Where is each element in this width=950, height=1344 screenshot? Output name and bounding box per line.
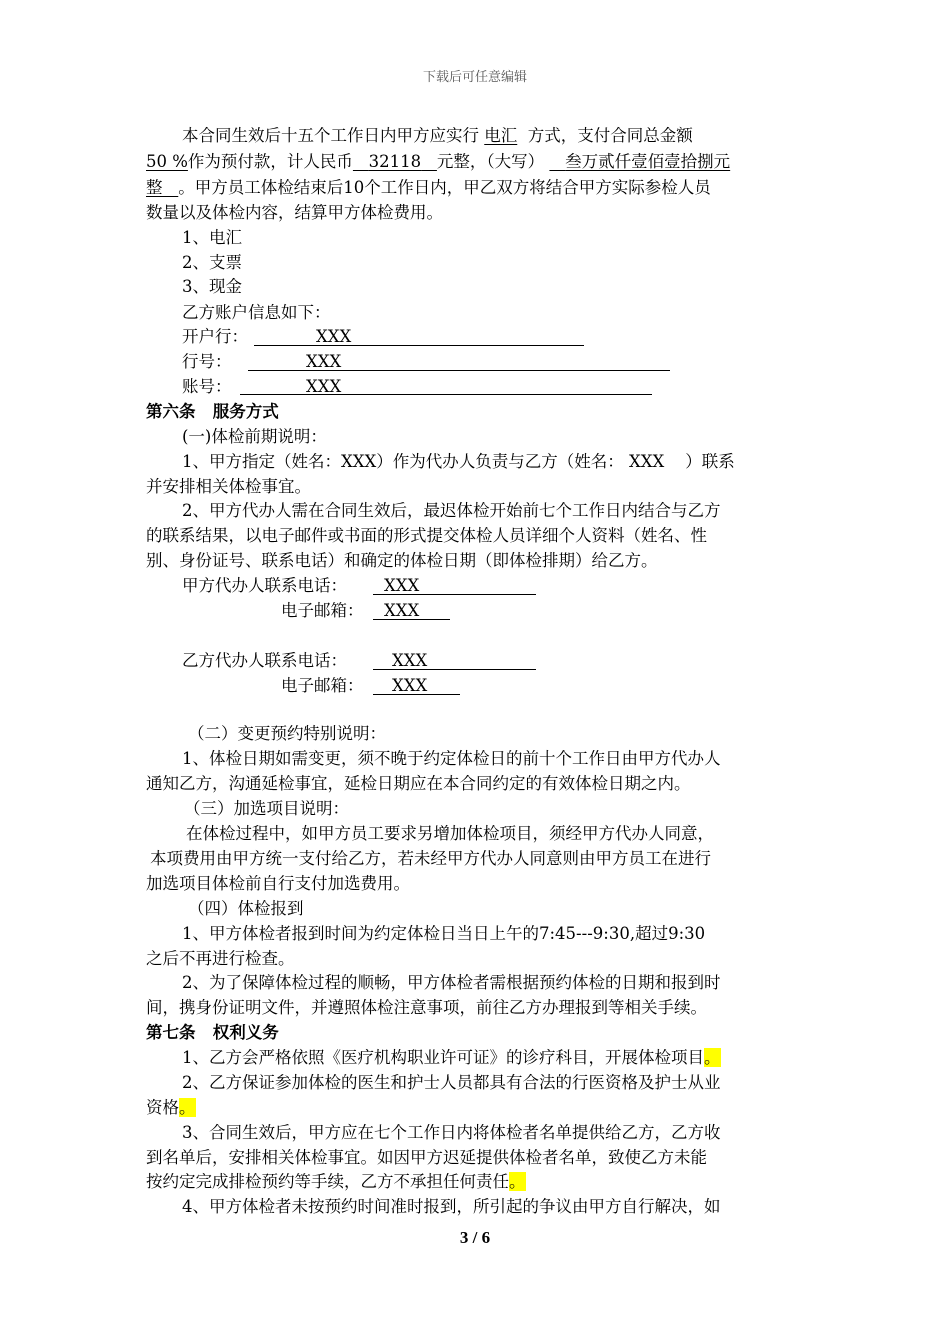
- s2-line-2: 通知乙方，沟通延检事宜，延检日期应在本合同约定的有效体检日期之内。: [146, 774, 691, 793]
- party-b-email-underline: [373, 694, 460, 695]
- highlight-mark: 。: [179, 1098, 196, 1117]
- text: 方式，支付合同总金额: [527, 126, 693, 145]
- text: 按约定完成排检预约等手续，乙方不承担任何责任: [146, 1172, 509, 1191]
- page-header: 下载后可任意编辑: [422, 70, 527, 85]
- a7-p3-line-2: 到名单后，安排相关体检事宜。如因甲方迟延提供体检者名单，致使乙方未能: [146, 1148, 707, 1167]
- bank-code-label: 行号：: [182, 352, 232, 371]
- bank-value: XXX: [316, 327, 352, 346]
- account-number-label: 账号：: [182, 377, 232, 396]
- amount: 32118: [368, 152, 422, 171]
- page-number: 3 / 6: [459, 1228, 491, 1247]
- text: 。甲方员工体检结束后10个工作日内，甲乙双方将结合甲方实际参检人员: [178, 178, 711, 197]
- prepay-percent: 50 %: [146, 152, 188, 171]
- amount-field: [353, 152, 437, 171]
- a7-p2-line-1: 2、乙方保证参加体检的医生和护士人员都具有合法的行医资格及护士从业: [182, 1073, 721, 1092]
- party-a-email-underline: [373, 619, 450, 620]
- pay-option-2: 2、支票: [182, 253, 242, 272]
- text: 1、甲方指定（姓名：XXX）作为代办人负责与乙方（姓名：: [182, 452, 624, 471]
- s1-p1-line-1: [182, 452, 735, 472]
- s4-p1-line-2: 之后不再进行检查。: [146, 949, 295, 968]
- s1-p2-line-2: 的联系结果，以电子邮件或书面的形式提交体检人员详细个人资料（姓名、性: [146, 526, 707, 545]
- account-intro: 乙方账户信息如下：: [182, 303, 331, 322]
- bank-code-value: XXX: [306, 352, 342, 371]
- text: 1、乙方会严格依照《医疗机构职业许可证》的诊疗科目，开展体检项目: [182, 1048, 704, 1067]
- a7-p2-line-2: [146, 1098, 196, 1118]
- s3-line-2: 本项费用由甲方统一支付给乙方，若未经甲方代办人同意则由甲方员工在进行: [150, 849, 711, 868]
- highlight-mark: 。: [509, 1172, 526, 1191]
- contact-name: XXX: [629, 452, 665, 471]
- s2-line-1: 1、体检日期如需变更，须不晚于约定体检日的前十个工作日由甲方代办人: [182, 749, 721, 768]
- a7-p1-line-1: [182, 1048, 721, 1068]
- a7-p3-line-3: [146, 1172, 526, 1192]
- party-a-email-label: 电子邮箱：: [281, 601, 364, 620]
- s1-p1-line-2: 并安排相关体检事宜。: [146, 477, 311, 496]
- party-b-phone-underline: [373, 669, 536, 670]
- text: 资格: [146, 1098, 179, 1117]
- highlight-mark: 。: [704, 1048, 721, 1067]
- account-number-value: XXX: [306, 377, 342, 396]
- amount-upper-2: 整: [146, 178, 163, 197]
- section-3-title: （三）加选项目说明：: [184, 799, 349, 818]
- s4-p2-line-2: 间，携身份证明文件，并遵照体检注意事项，前往乙方办理报到等相关手续。: [146, 998, 707, 1017]
- party-b-email-label: 电子邮箱：: [281, 676, 364, 695]
- section-4-title: （四）体检报到: [188, 899, 304, 918]
- party-a-email-value: XXX: [384, 601, 420, 620]
- pay-option-3: 3、现金: [182, 277, 242, 296]
- party-a-phone-label: 甲方代办人联系电话：: [182, 576, 347, 595]
- article-6-title: 第六条 服务方式: [146, 402, 279, 421]
- text: 元整，（大写）: [436, 152, 545, 171]
- s1-p2-line-1: 2、甲方代办人需在合同生效后，最迟体检开始前七个工作日内结合与乙方: [182, 501, 721, 520]
- party-b-phone-value: XXX: [392, 651, 428, 670]
- payment-line-4: 数量以及体检内容，结算甲方体检费用。: [146, 203, 443, 222]
- article-7-title: 第七条 权利义务: [146, 1023, 279, 1042]
- s4-p2-line-1: 2、为了保障体检过程的顺畅，甲方体检者需根据预约体检的日期和报到时: [182, 973, 721, 992]
- text: 作为预付款，计人民币: [187, 152, 353, 171]
- section-1-title: (一)体检前期说明：: [182, 427, 327, 446]
- s4-p1-line-1: 1、甲方体检者报到时间为约定体检日当日上午的7:45---9:30,超过9:30: [182, 924, 706, 943]
- pay-option-1: 1、电汇: [182, 228, 242, 247]
- section-2-title: （二）变更预约特别说明：: [188, 724, 386, 743]
- party-b-phone-label: 乙方代办人联系电话：: [182, 651, 347, 670]
- account-number-underline: [240, 394, 652, 395]
- a7-p4-line-1: 4、甲方体检者未按预约时间准时报到，所引起的争议由甲方自行解决，如: [182, 1197, 721, 1216]
- text: 本合同生效后十五个工作日内甲方应实行: [182, 126, 479, 145]
- party-b-email-value: XXX: [392, 676, 428, 695]
- amount-upper-1: 叁万贰仟壹佰壹拾捌元: [565, 152, 731, 171]
- s3-line-1: 在体检过程中，如甲方员工要求另增加体检项目，须经甲方代办人同意，: [186, 824, 714, 843]
- s3-line-3: 加选项目体检前自行支付加选费用。: [146, 874, 410, 893]
- party-a-phone-underline: [373, 594, 536, 595]
- amount-upper: [549, 152, 730, 171]
- payment-line-2: [146, 152, 730, 172]
- payment-method: 电汇: [484, 126, 518, 145]
- s1-p2-line-3: 别、身份证号、联系电话）和确定的体检日期（即体检排期）给乙方。: [146, 551, 658, 570]
- a7-p3-line-1: 3、合同生效后，甲方应在七个工作日内将体检者名单提供给乙方，乙方收: [182, 1123, 721, 1142]
- payment-line-3: [146, 178, 711, 198]
- bank-label: 开户行：: [182, 327, 248, 346]
- party-a-phone-value: XXX: [384, 576, 420, 595]
- bank-code-underline: [248, 370, 670, 371]
- bank-underline: [254, 345, 584, 346]
- payment-line-1: [182, 126, 693, 146]
- text: ）联系: [685, 452, 735, 471]
